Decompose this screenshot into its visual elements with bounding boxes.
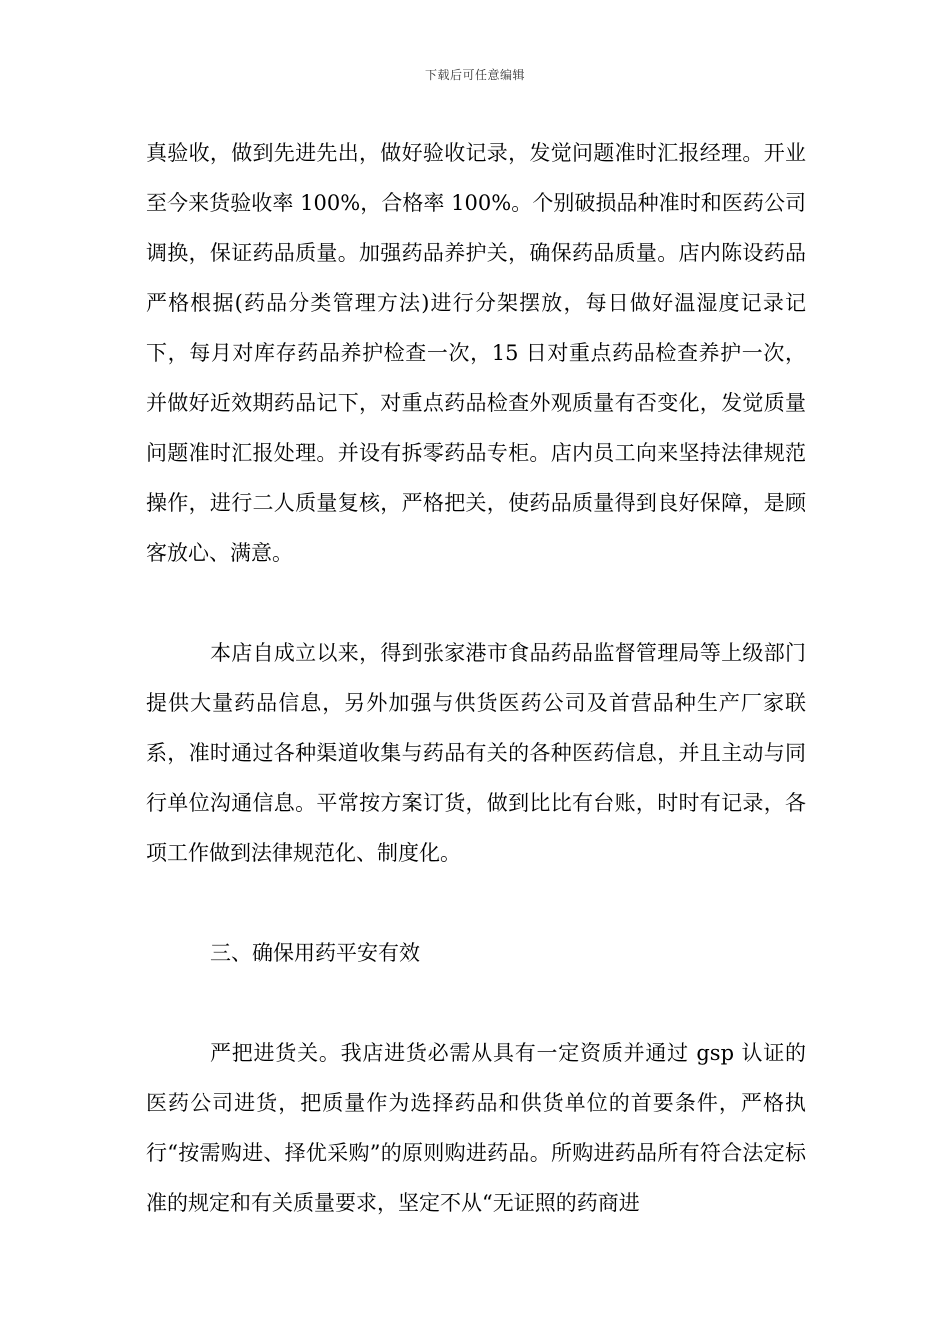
paragraph-purchasing: 严把进货关。我店进货必需从具有一定资质并通过 gsp 认证的医药公司进货，把质量作为选择药品和供货单位的首要条件，严格执行“按需购进、择优采购”的原则购进药品。所购进药品所有符合法定标准的规定和有关质量要求，坚定不从“无证照的药商进 xyxy=(146,1041,806,1215)
paragraph-spacer xyxy=(146,978,806,1028)
paragraph-acceptance: 真验收，做到先进先出，做好验收记录，发觉问题准时汇报经理。开业至今来货验收率 100%，合格率 100%。个别破损品种准时和医药公司调换，保证药品质量。加强药品养护关，确保药品质量。店内陈设药品严格根据(药品分类管理方法)进行分架摆放，每日做好温湿度记录记下，每月对库存药品养护检查一次，15 日对重点药品检查养护一次，并做好近效期药品记下，对重点药品检查外观质量有否变化，发觉质量问题准时汇报处理。并设有拆零药品专柜。店内员工向来坚持法律规范操作，进行二人质量复核，严格把关，使药品质量得到良好保障，是顾客放心、满意。 xyxy=(146,141,806,565)
paragraph-information: 本店自成立以来，得到张家港市食品药品监督管理局等上级部门提供大量药品信息，另外加强与供货医药公司及首营品种生产厂家联系，准时通过各种渠道收集与药品有关的各种医药信息，并且主动与同行单位沟通信息。平常按方案订货，做到比比有台账，时时有记录，各项工作做到法律规范化、制度化。 xyxy=(146,641,806,865)
paragraph-spacer xyxy=(146,578,806,628)
section-heading: 三、确保用药平安有效 xyxy=(210,941,420,965)
document-body xyxy=(146,128,806,1228)
page-header-note: 下载后可任意编辑 xyxy=(424,68,525,82)
paragraph-spacer xyxy=(146,878,806,928)
